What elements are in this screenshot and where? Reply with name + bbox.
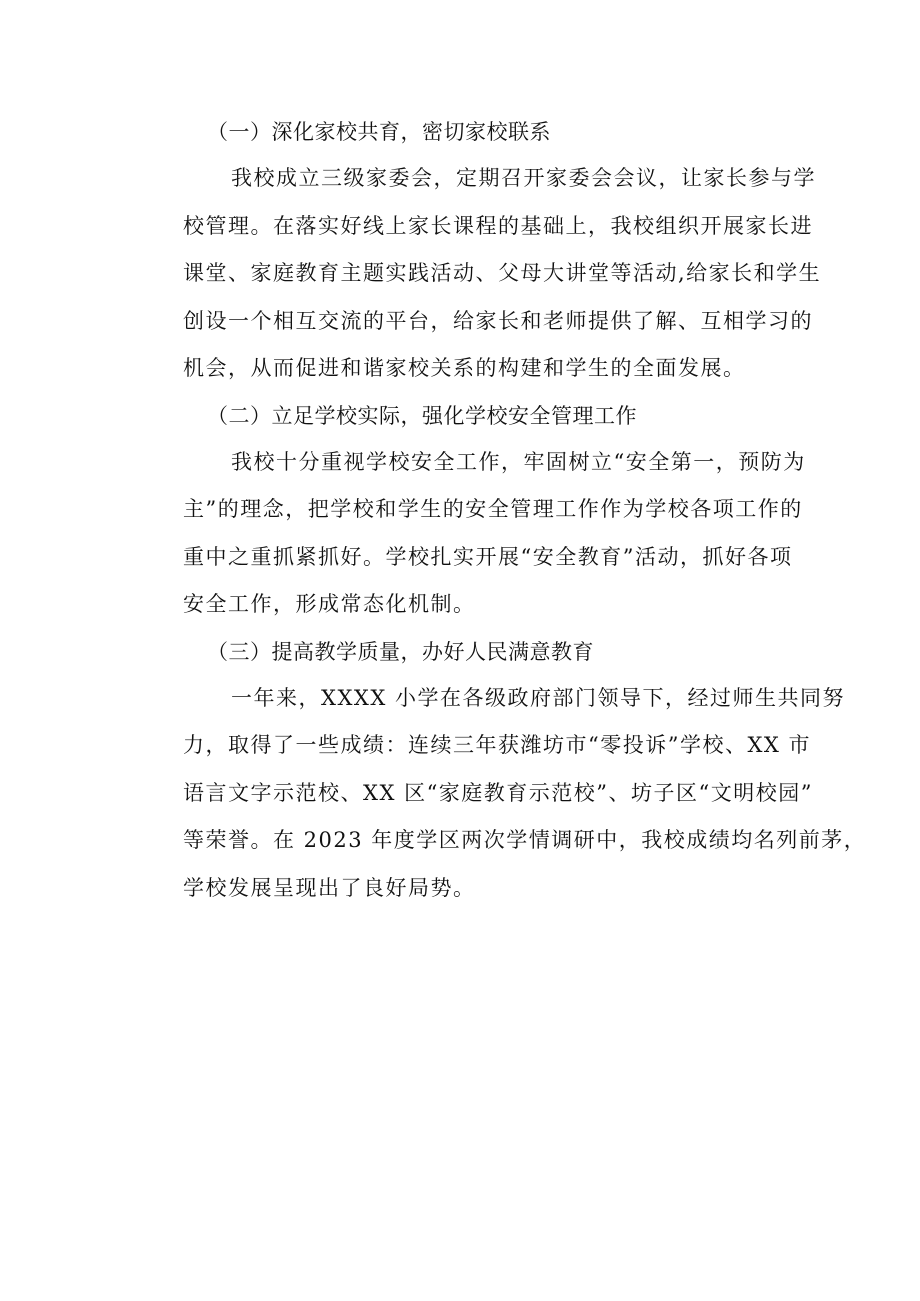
paragraph-line: 主”的理念，把学校和学生的安全管理工作作为学校各项工作的 — [183, 497, 803, 521]
paragraph-line: 一年来，XXXX 小学在各级政府部门领导下，经过师生共同努 — [231, 685, 845, 710]
section-heading-2: （二）立足学校实际，强化学校安全管理工作 — [207, 403, 637, 428]
paragraph-line: 学校发展呈现出了良好局势。 — [183, 875, 476, 900]
section-paragraph-2 — [135, 439, 806, 629]
paragraph-line: 安全工作，形成常态化机制。 — [183, 592, 476, 616]
paragraph-line: 语言文字示范校、XX 区“家庭教育示范校”、坊子区“文明校园” — [183, 780, 814, 805]
paragraph-line: 创设一个相互交流的平台，给家长和老师提供了解、互相学习的 — [183, 308, 813, 333]
paragraph-line: 我校成立三级家委会，定期召开家委会会议，让家长参与学 — [231, 166, 816, 190]
document-body — [135, 109, 867, 912]
paragraph-line: 我校十分重视学校安全工作，牢固树立“安全第一，预防为 — [231, 449, 806, 474]
section-paragraph-3 — [135, 675, 867, 913]
paragraph-line: 力，取得了一些成绩：连续三年获潍坊市“零投诉”学校、XX 市 — [183, 733, 812, 757]
paragraph-line: 课堂、家庭教育主题实践活动、父母大讲堂等活动,给家长和学生 — [183, 261, 822, 285]
paragraph-line: 重中之重抓紧抓好。学校扎实开展“安全教育”活动，抓好各项 — [183, 544, 793, 569]
paragraph-line: 机会，从而促进和谐家校关系的构建和学生的全面发展。 — [183, 356, 746, 380]
section-heading-3: （三）提高教学质量，办好人民满意教育 — [207, 639, 594, 664]
paragraph-line: 等荣誉。在 2023 年度学区两次学情调研中，我校成绩均名列前茅， — [183, 828, 867, 852]
section-paragraph-1 — [135, 155, 822, 393]
paragraph-line: 校管理。在落实好线上家长课程的基础上，我校组织开展家长进 — [183, 213, 813, 238]
section-heading-1: （一）深化家校共育，密切家校联系 — [207, 120, 551, 144]
